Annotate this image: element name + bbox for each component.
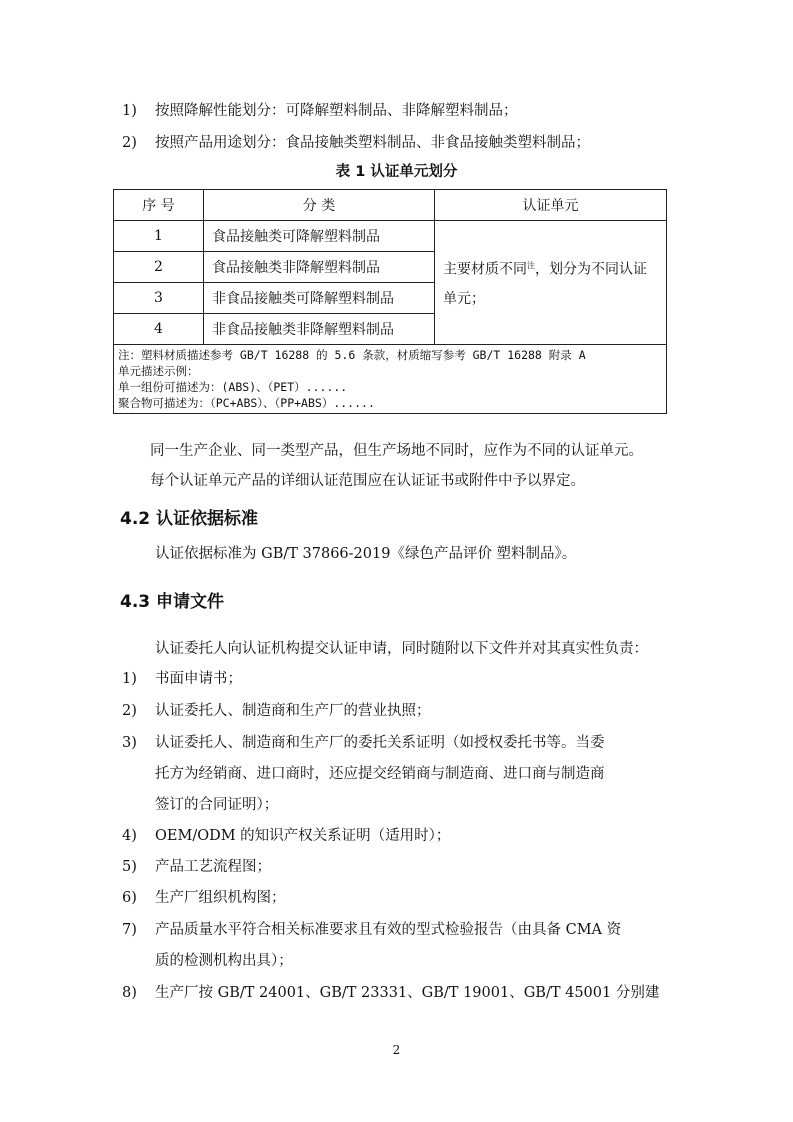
serial-number: 2 <box>114 252 204 283</box>
list-item: 5) 产品工艺流程图； <box>122 859 271 875</box>
header-unit: 认证单元 <box>435 190 667 221</box>
section-heading: 4.2 认证依据标准 <box>120 509 259 529</box>
paragraph: 认证依据标准为 GB/T 37866-2019《绿色产品评价 塑料制品》。 <box>155 546 577 562</box>
page-number: 2 <box>392 1043 401 1057</box>
list-item: 7) 产品质量水平符合相关标准要求且有效的型式检验报告（由具备 CMA 资 <box>122 922 622 938</box>
serial-number: 1 <box>114 221 204 252</box>
paragraph: 认证委托人向认证机构提交认证申请，同时随附以下文件并对其真实性负责： <box>155 641 648 657</box>
list-item: 2) 认证委托人、制造商和生产厂的营业执照； <box>122 703 431 719</box>
certification-unit-table <box>113 189 667 414</box>
list-item: 4) OEM/ODM 的知识产权关系证明（适用时）； <box>122 828 451 844</box>
header-category: 分 类 <box>204 190 435 221</box>
table-note: 注：塑料材质描述参考 GB/T 16288 的 5.6 条款，材质缩写参考 GB/T 16288 附录 A 单元描述示例： 单一组份可描述为：(ABS)、（PET）...... 聚合物可描述为：（PC+ABS）、（PP+ABS）...... <box>114 345 667 414</box>
header-serial: 序 号 <box>114 190 204 221</box>
list-item: 1) 书面申请书； <box>122 671 242 687</box>
serial-number: 3 <box>114 283 204 314</box>
list-item-continuation: 签订的合同证明）； <box>155 797 279 813</box>
list-item: 8) 生产厂按 GB/T 24001、GB/T 23331、GB/T 19001、GB/T 45001 分别建 <box>122 985 660 1001</box>
paragraph: 同一生产企业、同一类型产品，但生产场地不同时，应作为不同的认证单元。 <box>150 443 643 459</box>
category-cell: 非食品接触类可降解塑料制品 <box>204 283 435 314</box>
unit-description-cell: 主要材质不同$^注$，划分为不同认证单元； <box>435 221 667 345</box>
list-item: 1) 按照降解性能划分：可降解塑料制品、非降解塑料制品； <box>122 103 518 119</box>
section-heading: 4.3 申请文件 <box>120 592 225 612</box>
table-header-row <box>114 190 667 221</box>
table-caption: 表 1 认证单元划分 <box>335 164 458 180</box>
note-marker: 注 <box>527 260 535 270</box>
serial-number: 4 <box>114 314 204 345</box>
list-item-continuation: 托方为经销商、进口商时，还应提交经销商与制造商、进口商与制造商 <box>155 766 605 782</box>
paragraph: 每个认证单元产品的详细认证范围应在认证证书或附件中予以界定。 <box>150 473 585 489</box>
category-cell: 食品接触类可降解塑料制品 <box>204 221 435 252</box>
list-item: 3) 认证委托人、制造商和生产厂的委托关系证明（如授权委托书等。当委 <box>122 735 605 751</box>
list-item: 6) 生产厂组织机构图； <box>122 890 286 906</box>
category-cell: 非食品接触类非降解塑料制品 <box>204 314 435 345</box>
table-note-row <box>114 345 667 414</box>
category-cell: 食品接触类非降解塑料制品 <box>204 252 435 283</box>
list-item: 2) 按照产品用途划分：食品接触类塑料制品、非食品接触类塑料制品； <box>122 135 590 151</box>
list-item-continuation: 质的检测机构出具）； <box>155 953 293 969</box>
table-row <box>114 221 667 252</box>
